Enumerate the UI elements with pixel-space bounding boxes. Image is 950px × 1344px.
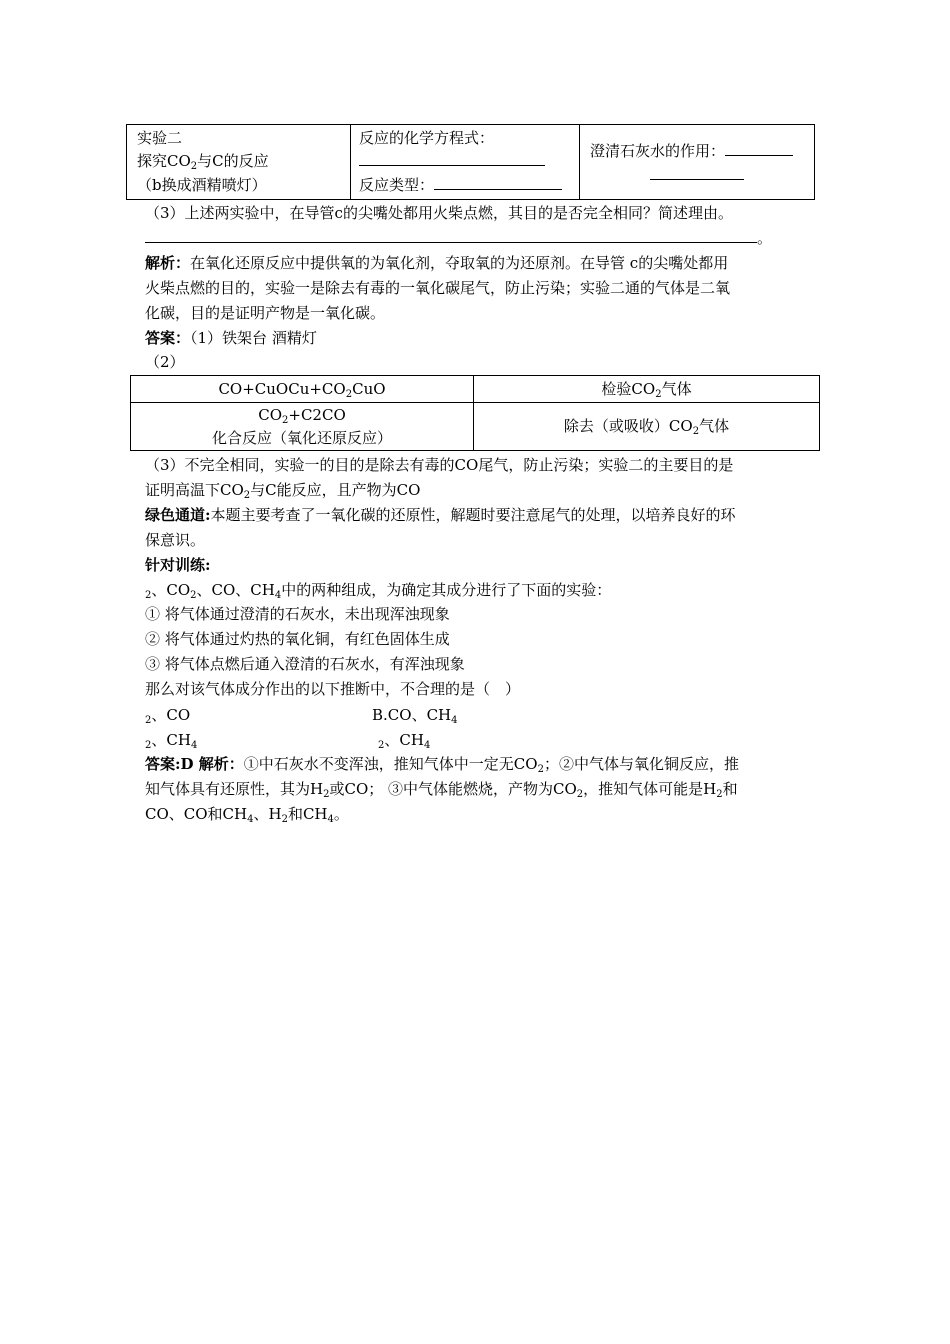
limewater-use-1: 检验$CO_2$气体: [601, 380, 692, 400]
question-3: （3）上述两实验中，在导管c的尖嘴处都用火柴点燃，其目的是否完全相同？简述理由。: [145, 204, 733, 222]
option-c: $_2$、$CH_4$: [145, 731, 198, 751]
answer-part-2: （2）: [145, 353, 185, 371]
answer-table: [130, 375, 820, 451]
final-answer-line-2: 知气体具有还原性，其为$H_2$或CO； ③中气体能燃烧，产物为$CO_2$，推知气体可能是$H_2$和: [145, 780, 738, 800]
training-step-3: ③ 将气体点燃后通入澄清的石灰水，有浑浊现象: [145, 655, 465, 673]
equation-blank: [359, 151, 545, 171]
equation-cell: [351, 125, 580, 199]
option-d: $_2$、$CH_4$: [378, 731, 431, 751]
analysis-line-3: 化碳，目的是证明产物是一氧化碳。: [145, 304, 386, 322]
experiment-note: （b换成酒精喷灯）: [137, 176, 267, 194]
equation-label: 反应的化学方程式：: [359, 129, 495, 147]
reaction-type-line: 反应类型：: [359, 175, 562, 195]
limewater-blank: [650, 165, 744, 185]
option-b: B.CO、$CH_4$: [372, 706, 458, 726]
limewater-use-2: 除去（或吸收）$CO_2$气体: [563, 417, 730, 437]
training-heading: 针对训练:: [145, 556, 211, 574]
green-channel-line-1: 绿色通道:本题主要考查了一氧化碳的还原性，解题时要注意尾气的处理，以培养良好的环: [145, 506, 736, 524]
final-answer-line-1: 答案:D 解析：①中石灰水不变浑浊，推知气体中一定无$CO_2$；②中气体与氧化铜反应，推: [145, 755, 739, 775]
final-answer-line-3: CO、CO和$CH_4$、$H_2$和$CH_4$。: [145, 805, 349, 825]
answer-3-line-1: （3）不完全相同，实验一的目的是除去有毒的CO尾气，防止污染；实验二的主要目的是: [145, 456, 734, 474]
equation-2: $CO_2+C2CO$: [258, 406, 346, 426]
green-channel-line-2: 保意识。: [145, 531, 206, 549]
experiment-topic: 探究$CO_2$与C的反应: [137, 152, 269, 172]
analysis-line-2: 火柴点燃的目的，实验一是除去有毒的一氧化碳尾气，防止污染；实验二通的气体是二氧: [145, 279, 731, 297]
training-ask: 那么对该气体成分作出的以下推断中，不合理的是（ ）: [145, 680, 521, 698]
training-question: $_2$、$CO_2$、CO、$CH_4$中的两种组成，为确定其成分进行了下面的实验：: [145, 581, 612, 601]
reaction-type: 化合反应（氧化还原反应）: [211, 429, 392, 447]
option-a: $_2$、CO: [145, 706, 191, 726]
limewater-cell: [580, 125, 814, 199]
answer-table-right-column: [474, 376, 819, 450]
experiment-title: 实验二: [137, 129, 183, 147]
training-step-1: ① 将气体通过澄清的石灰水，未出现浑浊现象: [145, 605, 450, 623]
analysis-line-1: 解析：在氧化还原反应中提供氧的为氧化剂，夺取氧的为还原剂。在导管 c的尖嘴处都用: [145, 254, 729, 272]
answer-3-line-2: 证明高温下$CO_2$与C能反应，且产物为CO: [145, 481, 421, 501]
equation-1: $CO+CuOCu+CO_2CuO$: [218, 380, 386, 400]
question-3-answer-line: 。: [145, 228, 772, 248]
answer-part-1: 答案：（1）铁架台 酒精灯: [145, 329, 317, 347]
limewater-label: 澄清石灰水的作用：: [590, 141, 793, 161]
training-step-2: ② 将气体通过灼热的氧化铜，有红色固体生成: [145, 630, 450, 648]
experiment-name-cell: [127, 125, 351, 199]
experiment-table: [126, 124, 815, 200]
answer-table-left-column: [131, 376, 474, 450]
